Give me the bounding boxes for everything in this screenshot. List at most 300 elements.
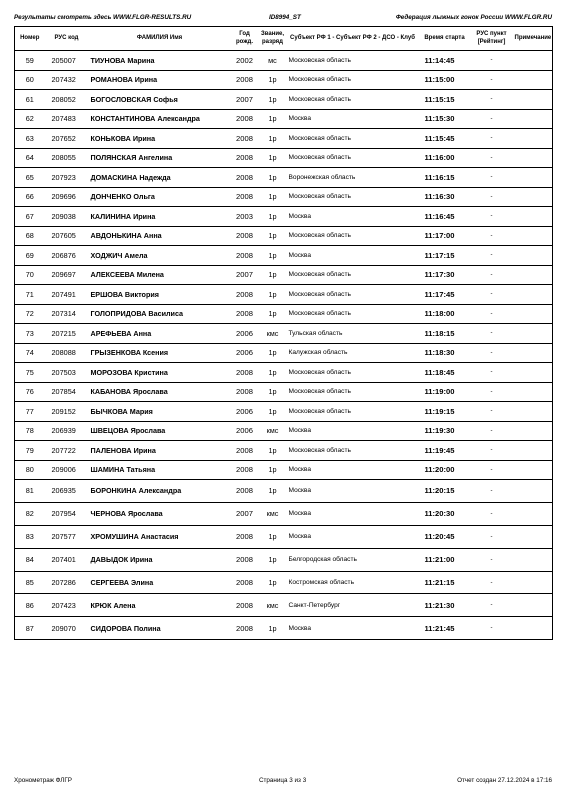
cell-points: - <box>471 148 513 168</box>
cell-time: 11:21:00 <box>419 548 471 571</box>
cell-name: КАБАНОВА Ярослава <box>89 382 231 402</box>
cell-points: - <box>471 571 513 594</box>
cell-region: Московская область <box>287 187 419 207</box>
col-header-num: Номер <box>15 27 45 51</box>
cell-region: Москва <box>287 480 419 503</box>
cell-time: 11:18:30 <box>419 343 471 363</box>
cell-year: 2006 <box>231 324 259 344</box>
cell-points: - <box>471 109 513 129</box>
cell-note <box>513 70 553 90</box>
table-row <box>15 90 553 110</box>
cell-rank: 1р <box>259 617 287 640</box>
cell-region: Москва <box>287 421 419 441</box>
cell-rank: 1р <box>259 265 287 285</box>
cell-rank: 1р <box>259 382 287 402</box>
cell-name: РОМАНОВА Ирина <box>89 70 231 90</box>
table-row <box>15 304 553 324</box>
cell-time: 11:18:00 <box>419 304 471 324</box>
cell-name: СИДОРОВА Полина <box>89 617 231 640</box>
cell-points: - <box>471 324 513 344</box>
footer-timing: Хронометраж ФЛГР <box>14 777 72 784</box>
cell-name: АРЕФЬЕВА Анна <box>89 324 231 344</box>
cell-region: Московская область <box>287 70 419 90</box>
cell-num: 63 <box>15 129 45 149</box>
col-header-points: РУС пункт [Рейтинг] <box>471 27 513 51</box>
cell-rank: 1р <box>259 548 287 571</box>
table-row <box>15 51 553 71</box>
cell-time: 11:16:15 <box>419 168 471 188</box>
cell-year: 2008 <box>231 129 259 149</box>
table-body <box>15 51 553 640</box>
cell-region: Москва <box>287 109 419 129</box>
cell-time: 11:18:15 <box>419 324 471 344</box>
cell-region: Санкт-Петербург <box>287 594 419 617</box>
cell-year: 2008 <box>231 304 259 324</box>
cell-num: 76 <box>15 382 45 402</box>
col-header-time: Время старта <box>419 27 471 51</box>
cell-note <box>513 617 553 640</box>
cell-year: 2007 <box>231 502 259 525</box>
cell-region: Московская область <box>287 90 419 110</box>
cell-note <box>513 421 553 441</box>
cell-name: КРЮК Алена <box>89 594 231 617</box>
cell-note <box>513 207 553 227</box>
cell-region: Тульская область <box>287 324 419 344</box>
table-row <box>15 421 553 441</box>
cell-num: 75 <box>15 363 45 383</box>
cell-note <box>513 460 553 480</box>
cell-ryc: 207923 <box>45 168 89 188</box>
cell-points: - <box>471 168 513 188</box>
cell-time: 11:19:30 <box>419 421 471 441</box>
cell-name: БОРОНКИНА Александра <box>89 480 231 503</box>
cell-name: ЧЕРНОВА Ярослава <box>89 502 231 525</box>
cell-note <box>513 246 553 266</box>
cell-name: ДАВЫДОК Ирина <box>89 548 231 571</box>
cell-region: Белгородская область <box>287 548 419 571</box>
cell-points: - <box>471 129 513 149</box>
cell-ryc: 207314 <box>45 304 89 324</box>
cell-year: 2008 <box>231 525 259 548</box>
table-row <box>15 617 553 640</box>
table-row <box>15 571 553 594</box>
cell-num: 84 <box>15 548 45 571</box>
table-row <box>15 324 553 344</box>
cell-year: 2008 <box>231 168 259 188</box>
cell-rank: 1р <box>259 571 287 594</box>
cell-name: КОНСТАНТИНОВА Александра <box>89 109 231 129</box>
cell-num: 81 <box>15 480 45 503</box>
cell-note <box>513 129 553 149</box>
cell-region: Московская область <box>287 129 419 149</box>
cell-name: МОРОЗОВА Кристина <box>89 363 231 383</box>
cell-points: - <box>471 363 513 383</box>
cell-time: 11:17:15 <box>419 246 471 266</box>
cell-year: 2008 <box>231 285 259 305</box>
cell-region: Московская область <box>287 304 419 324</box>
table-row <box>15 207 553 227</box>
cell-points: - <box>471 207 513 227</box>
cell-note <box>513 265 553 285</box>
cell-points: - <box>471 90 513 110</box>
cell-time: 11:15:30 <box>419 109 471 129</box>
cell-num: 83 <box>15 525 45 548</box>
cell-rank: 1р <box>259 246 287 266</box>
page-footer <box>14 777 552 787</box>
table-row <box>15 109 553 129</box>
col-header-note: Примечание <box>513 27 553 51</box>
federation-link[interactable]: Федерация лыжных гонок России WWW.FLGR.RU <box>395 14 552 21</box>
cell-num: 86 <box>15 594 45 617</box>
table-row <box>15 402 553 422</box>
cell-num: 59 <box>15 51 45 71</box>
cell-ryc: 206876 <box>45 246 89 266</box>
cell-ryc: 207954 <box>45 502 89 525</box>
col-header-rank: Звание, разряд <box>259 27 287 51</box>
cell-year: 2008 <box>231 617 259 640</box>
cell-time: 11:21:15 <box>419 571 471 594</box>
cell-note <box>513 109 553 129</box>
cell-points: - <box>471 265 513 285</box>
cell-rank: кмс <box>259 421 287 441</box>
table-row <box>15 382 553 402</box>
cell-time: 11:19:45 <box>419 441 471 461</box>
col-header-year: Год рожд. <box>231 27 259 51</box>
cell-time: 11:16:30 <box>419 187 471 207</box>
cell-year: 2008 <box>231 594 259 617</box>
start-list-table <box>14 26 553 640</box>
table-row <box>15 148 553 168</box>
cell-num: 65 <box>15 168 45 188</box>
table-row <box>15 594 553 617</box>
cell-ryc: 207577 <box>45 525 89 548</box>
cell-note <box>513 402 553 422</box>
cell-name: ГОЛОПРИДОВА Василиса <box>89 304 231 324</box>
cell-ryc: 205007 <box>45 51 89 71</box>
cell-region: Воронежская область <box>287 168 419 188</box>
cell-num: 85 <box>15 571 45 594</box>
cell-region: Московская область <box>287 382 419 402</box>
cell-ryc: 209038 <box>45 207 89 227</box>
cell-year: 2008 <box>231 571 259 594</box>
cell-name: ГРЫЗЕНКОВА Ксения <box>89 343 231 363</box>
cell-note <box>513 304 553 324</box>
footer-created: Отчет создан 27.12.2024 в 17:16 <box>457 777 552 784</box>
cell-name: ДОМАСКИНА Надежда <box>89 168 231 188</box>
cell-ryc: 206939 <box>45 421 89 441</box>
cell-ryc: 207483 <box>45 109 89 129</box>
cell-num: 82 <box>15 502 45 525</box>
cell-name: БОГОСЛОВСКАЯ Софья <box>89 90 231 110</box>
cell-note <box>513 168 553 188</box>
cell-points: - <box>471 343 513 363</box>
cell-note <box>513 324 553 344</box>
cell-year: 2007 <box>231 90 259 110</box>
cell-region: Калужская область <box>287 343 419 363</box>
cell-region: Москва <box>287 207 419 227</box>
cell-note <box>513 187 553 207</box>
cell-region: Московская область <box>287 226 419 246</box>
cell-year: 2008 <box>231 246 259 266</box>
table-row <box>15 548 553 571</box>
cell-note <box>513 226 553 246</box>
cell-rank: 1р <box>259 363 287 383</box>
cell-rank: 1р <box>259 226 287 246</box>
cell-region: Московская область <box>287 402 419 422</box>
cell-rank: кмс <box>259 502 287 525</box>
cell-note <box>513 148 553 168</box>
cell-name: ПАЛЕНОВА Ирина <box>89 441 231 461</box>
cell-rank: кмс <box>259 324 287 344</box>
page-header <box>14 14 552 26</box>
cell-name: ШАМИНА Татьяна <box>89 460 231 480</box>
cell-year: 2008 <box>231 548 259 571</box>
cell-year: 2008 <box>231 109 259 129</box>
cell-num: 61 <box>15 90 45 110</box>
cell-region: Московская область <box>287 51 419 71</box>
cell-ryc: 207854 <box>45 382 89 402</box>
table-header-row <box>15 27 553 51</box>
cell-ryc: 209070 <box>45 617 89 640</box>
cell-year: 2008 <box>231 382 259 402</box>
table-row <box>15 525 553 548</box>
cell-time: 11:16:45 <box>419 207 471 227</box>
cell-ryc: 209006 <box>45 460 89 480</box>
cell-rank: 1р <box>259 343 287 363</box>
cell-rank: 1р <box>259 70 287 90</box>
cell-time: 11:15:15 <box>419 90 471 110</box>
cell-ryc: 208088 <box>45 343 89 363</box>
cell-ryc: 207652 <box>45 129 89 149</box>
cell-time: 11:16:00 <box>419 148 471 168</box>
cell-name: ДОНЧЕНКО Ольга <box>89 187 231 207</box>
footer-page-number: Страница 3 из 3 <box>259 777 307 784</box>
cell-num: 74 <box>15 343 45 363</box>
cell-year: 2006 <box>231 343 259 363</box>
cell-year: 2008 <box>231 148 259 168</box>
cell-rank: 1р <box>259 402 287 422</box>
cell-note <box>513 51 553 71</box>
cell-ryc: 207503 <box>45 363 89 383</box>
table-row <box>15 168 553 188</box>
cell-year: 2008 <box>231 441 259 461</box>
cell-name: ШВЕЦОВА Ярослава <box>89 421 231 441</box>
cell-rank: кмс <box>259 594 287 617</box>
cell-note <box>513 285 553 305</box>
cell-points: - <box>471 246 513 266</box>
cell-num: 70 <box>15 265 45 285</box>
cell-points: - <box>471 51 513 71</box>
table-row <box>15 70 553 90</box>
cell-rank: 1р <box>259 187 287 207</box>
cell-points: - <box>471 226 513 246</box>
cell-name: ХРОМУШИНА Анастасия <box>89 525 231 548</box>
cell-num: 79 <box>15 441 45 461</box>
cell-time: 11:18:45 <box>419 363 471 383</box>
cell-ryc: 207491 <box>45 285 89 305</box>
cell-region: Московская область <box>287 285 419 305</box>
cell-time: 11:21:45 <box>419 617 471 640</box>
cell-points: - <box>471 480 513 503</box>
cell-ryc: 207722 <box>45 441 89 461</box>
cell-region: Москва <box>287 502 419 525</box>
cell-note <box>513 363 553 383</box>
cell-points: - <box>471 502 513 525</box>
cell-name: ЕРШОВА Виктория <box>89 285 231 305</box>
cell-ryc: 209696 <box>45 187 89 207</box>
cell-rank: 1р <box>259 168 287 188</box>
cell-points: - <box>471 441 513 461</box>
table-row <box>15 265 553 285</box>
cell-ryc: 207432 <box>45 70 89 90</box>
cell-points: - <box>471 304 513 324</box>
cell-region: Москва <box>287 246 419 266</box>
cell-num: 66 <box>15 187 45 207</box>
cell-points: - <box>471 525 513 548</box>
table-row <box>15 343 553 363</box>
cell-region: Москва <box>287 460 419 480</box>
cell-ryc: 207215 <box>45 324 89 344</box>
cell-year: 2008 <box>231 226 259 246</box>
cell-rank: 1р <box>259 129 287 149</box>
table-row <box>15 285 553 305</box>
cell-time: 11:15:45 <box>419 129 471 149</box>
cell-note <box>513 382 553 402</box>
cell-time: 11:21:30 <box>419 594 471 617</box>
cell-rank: 1р <box>259 460 287 480</box>
cell-time: 11:15:00 <box>419 70 471 90</box>
cell-ryc: 207286 <box>45 571 89 594</box>
cell-note <box>513 480 553 503</box>
cell-points: - <box>471 382 513 402</box>
cell-rank: 1р <box>259 441 287 461</box>
cell-time: 11:20:15 <box>419 480 471 503</box>
cell-num: 68 <box>15 226 45 246</box>
cell-rank: мс <box>259 51 287 71</box>
cell-year: 2008 <box>231 363 259 383</box>
cell-points: - <box>471 548 513 571</box>
cell-time: 11:14:45 <box>419 51 471 71</box>
cell-name: БЫЧКОВА Мария <box>89 402 231 422</box>
cell-ryc: 208052 <box>45 90 89 110</box>
cell-year: 2008 <box>231 480 259 503</box>
cell-ryc: 207401 <box>45 548 89 571</box>
cell-num: 71 <box>15 285 45 305</box>
cell-name: АЛЕКСЕЕВА Милена <box>89 265 231 285</box>
cell-time: 11:19:00 <box>419 382 471 402</box>
table-row <box>15 363 553 383</box>
cell-points: - <box>471 285 513 305</box>
cell-points: - <box>471 187 513 207</box>
cell-rank: 1р <box>259 109 287 129</box>
cell-num: 60 <box>15 70 45 90</box>
cell-ryc: 209697 <box>45 265 89 285</box>
cell-num: 72 <box>15 304 45 324</box>
cell-region: Костромская область <box>287 571 419 594</box>
cell-points: - <box>471 617 513 640</box>
cell-name: СЕРГЕЕВА Элина <box>89 571 231 594</box>
cell-time: 11:17:00 <box>419 226 471 246</box>
cell-region: Москва <box>287 617 419 640</box>
col-header-ryc: РУС код <box>45 27 89 51</box>
cell-year: 2008 <box>231 70 259 90</box>
cell-points: - <box>471 594 513 617</box>
cell-note <box>513 594 553 617</box>
cell-note <box>513 548 553 571</box>
cell-year: 2007 <box>231 265 259 285</box>
col-header-name: ФАМИЛИЯ Имя <box>89 27 231 51</box>
table-row <box>15 129 553 149</box>
cell-time: 11:20:00 <box>419 460 471 480</box>
table-row <box>15 187 553 207</box>
cell-region: Москва <box>287 525 419 548</box>
cell-time: 11:17:45 <box>419 285 471 305</box>
cell-num: 64 <box>15 148 45 168</box>
cell-points: - <box>471 460 513 480</box>
cell-name: ХОДЖИЧ Амела <box>89 246 231 266</box>
cell-ryc: 209152 <box>45 402 89 422</box>
cell-note <box>513 502 553 525</box>
cell-region: Московская область <box>287 441 419 461</box>
cell-num: 69 <box>15 246 45 266</box>
table-row <box>15 226 553 246</box>
cell-rank: 1р <box>259 148 287 168</box>
race-id: ID8994_ST <box>269 14 301 21</box>
cell-note <box>513 571 553 594</box>
cell-name: АВДОНЬКИНА Анна <box>89 226 231 246</box>
cell-points: - <box>471 421 513 441</box>
cell-ryc: 207423 <box>45 594 89 617</box>
cell-year: 2008 <box>231 187 259 207</box>
results-link[interactable]: Результаты смотреть здесь WWW.FLGR-RESULTS.RU <box>14 14 192 21</box>
cell-num: 78 <box>15 421 45 441</box>
cell-name: ТИУНОВА Марина <box>89 51 231 71</box>
cell-year: 2008 <box>231 460 259 480</box>
cell-region: Московская область <box>287 265 419 285</box>
table-row <box>15 480 553 503</box>
cell-num: 80 <box>15 460 45 480</box>
cell-time: 11:19:15 <box>419 402 471 422</box>
cell-name: КАЛИНИНА Ирина <box>89 207 231 227</box>
cell-note <box>513 525 553 548</box>
cell-name: ПОЛЯНСКАЯ Ангелина <box>89 148 231 168</box>
cell-year: 2002 <box>231 51 259 71</box>
cell-rank: 1р <box>259 480 287 503</box>
cell-time: 11:17:30 <box>419 265 471 285</box>
cell-num: 77 <box>15 402 45 422</box>
table-row <box>15 441 553 461</box>
cell-points: - <box>471 70 513 90</box>
cell-time: 11:20:30 <box>419 502 471 525</box>
cell-rank: 1р <box>259 207 287 227</box>
cell-points: - <box>471 402 513 422</box>
cell-ryc: 207605 <box>45 226 89 246</box>
cell-region: Московская область <box>287 148 419 168</box>
cell-num: 73 <box>15 324 45 344</box>
cell-rank: 1р <box>259 304 287 324</box>
cell-rank: 1р <box>259 525 287 548</box>
cell-time: 11:20:45 <box>419 525 471 548</box>
table-row <box>15 460 553 480</box>
cell-note <box>513 343 553 363</box>
cell-rank: 1р <box>259 90 287 110</box>
cell-name: КОНЬКОВА Ирина <box>89 129 231 149</box>
cell-num: 87 <box>15 617 45 640</box>
cell-note <box>513 441 553 461</box>
cell-num: 67 <box>15 207 45 227</box>
table-row <box>15 246 553 266</box>
cell-region: Московская область <box>287 363 419 383</box>
